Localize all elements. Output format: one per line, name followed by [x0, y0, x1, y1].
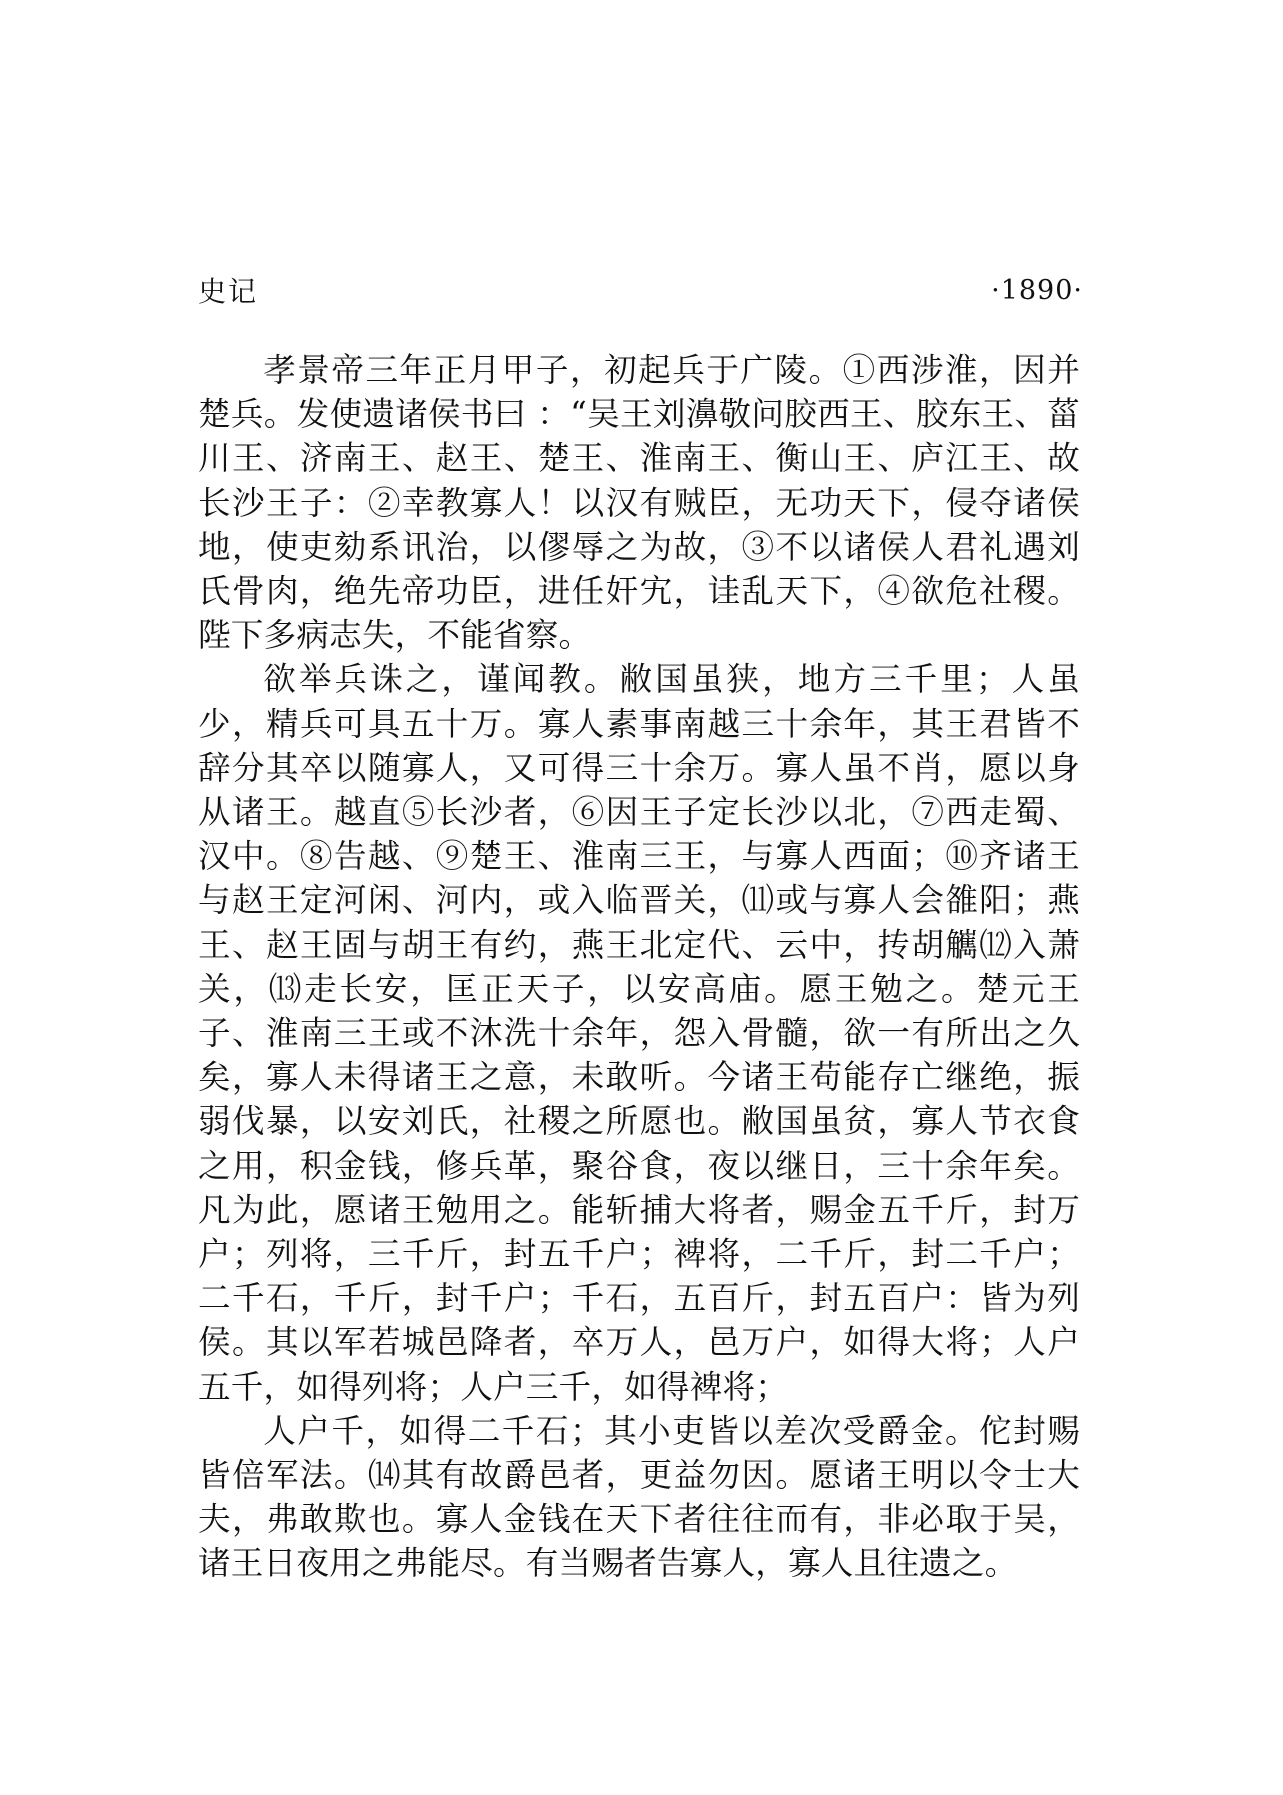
page-number: ·1890· — [991, 274, 1083, 306]
paragraph-1: 孝景帝三年正月甲子，初起兵于广陵。①西涉淮，因并楚兵。发使遗诸侯书曰 ：“吴王刘濞敬问胶西王、胶东王、菑川王、济南王、赵王、楚王、淮南王、衡山王、庐江王、故长沙王子：②幸教寡人！以汉有贼臣，无功天下，侵夺诸侯地，使吏劾系讯治，以僇辱之为故，③不以诸侯人君礼遇刘氏骨肉，绝先帝功臣，进任奸宄，诖乱天下，④欲危社稷。陛下多病志失，不能省察。 — [198, 351, 1080, 655]
body-text — [198, 348, 1080, 1586]
paragraph-3: 人户千，如得二千石；其小吏皆以差次受爵金。佗封赐皆倍军法。⒁其有故爵邑者，更益勿因。愿诸王明以令士大夫，弗敢欺也。寡人金钱在天下者往往而有，非必取于吴，诸王日夜用之弗能尽。有当赐者告寡人，寡人且往遗之。 — [198, 1411, 1080, 1583]
paragraph-2: 欲举兵诛之，谨闻教。敝国虽狭，地方三千里；人虽少，精兵可具五十万。寡人素事南越三十余年，其王君皆不辞分其卒以随寡人，又可得三十余万。寡人虽不肖，愿以身从诸王。越直⑤长沙者，⑥因王子定长沙以北，⑦西走蜀、汉中。⑧告越、⑨楚王、淮南三王，与寡人西面；⑩齐诸王与赵王定河闲、河内，或入临晋关，⑾或与寡人会雒阳；燕王、赵王固与胡王有约，燕王北定代、云中，抟胡觽⑿入萧关，⒀走长安，匡正天子，以安高庙。愿王勉之。楚元王子、淮南三王或不沐洗十余年，怨入骨髓，欲一有所出之久矣，寡人未得诸王之意，未敢听。今诸王苟能存亡继绝，振弱伐暴，以安刘氏，社稷之所愿也。敝国虽贫，寡人节衣食之用，积金钱，修兵革，聚谷食，夜以继日，三十余年矣。凡为此，愿诸王勉用之。能斩捕大将者，赐金五千斤，封万户；列将，三千斤，封五千户；裨将，二千斤，封二千户；二千石，千斤，封千户；千石，五百斤，封五百户：皆为列侯。其以军若城邑降者，卒万人，邑万户，如得大将；人户五千，如得列将；人户三千，如得裨将； — [198, 660, 1080, 1406]
page-header — [198, 268, 1083, 312]
book-title: 史记 — [198, 275, 259, 308]
